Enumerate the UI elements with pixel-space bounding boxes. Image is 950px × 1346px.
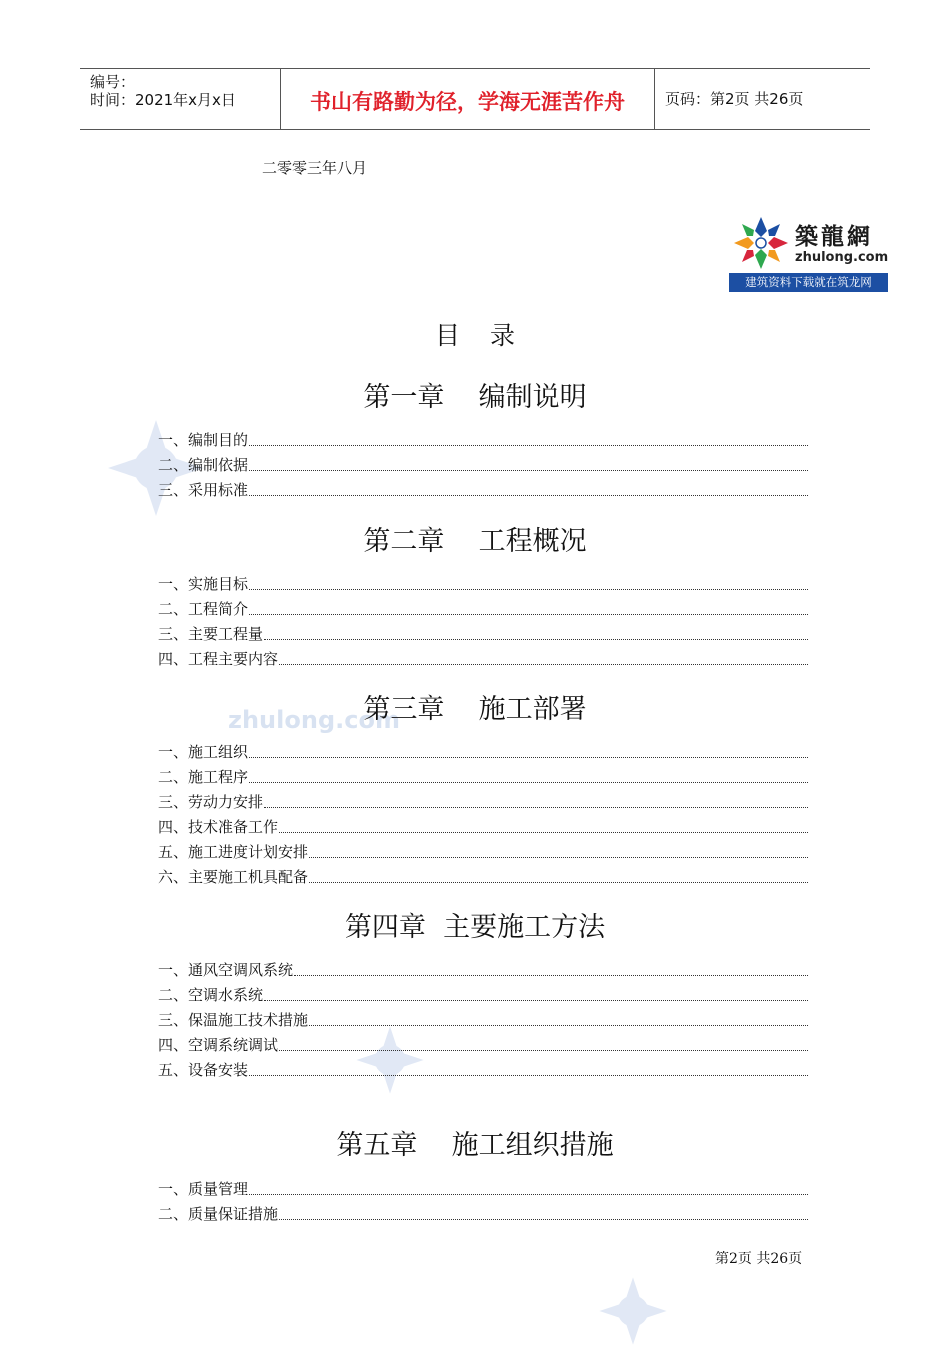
toc-entry[interactable]: 三、劳动力安排 (158, 790, 808, 812)
toc-entry[interactable]: 三、保温施工技术措施 (158, 1008, 808, 1030)
dot-leader (249, 470, 808, 471)
dot-leader (249, 1194, 808, 1195)
header-page-label: 页码：第2页 共26页 (665, 90, 804, 108)
chapter-5-title: 第五章 施工组织措施 (336, 1130, 614, 1161)
dot-leader (249, 782, 808, 783)
header-page-cell (655, 69, 870, 129)
toc-entry[interactable]: 四、工程主要内容 (158, 647, 808, 669)
toc-entry[interactable]: 一、编制目的 (158, 428, 808, 450)
logo-name: 築龍網 (795, 223, 873, 250)
toc-entry[interactable]: 一、实施目标 (158, 572, 808, 594)
toc-entry[interactable]: 六、主要施工机具配备 (158, 865, 808, 887)
watermark-flower-icon (598, 1276, 668, 1346)
dot-leader (249, 1075, 808, 1076)
toc-entry[interactable]: 二、空调水系统 (158, 983, 808, 1005)
dot-leader (264, 807, 808, 808)
chapter-2-title: 第二章 工程概况 (363, 526, 587, 557)
header-number-label: 编号： (90, 73, 136, 91)
toc-entry[interactable]: 二、施工程序 (158, 765, 808, 787)
toc-entry[interactable]: 一、施工组织 (158, 740, 808, 762)
toc-entry[interactable]: 一、通风空调风系统 (158, 958, 808, 980)
date-line: 二零零三年八月 (262, 159, 368, 177)
header-info-cell (80, 69, 281, 129)
dot-leader (249, 589, 808, 590)
chapter-3-title: 第三章 施工部署 (363, 694, 587, 725)
dot-leader (309, 1025, 808, 1026)
dot-leader (309, 857, 808, 858)
dot-leader (279, 1219, 808, 1220)
zhulong-logo (729, 212, 888, 292)
page-footer: 第2页 共26页 (715, 1251, 803, 1267)
toc-entry[interactable]: 四、空调系统调试 (158, 1033, 808, 1055)
toc-entry[interactable]: 二、质量保证措施 (158, 1202, 808, 1224)
dot-leader (249, 445, 808, 446)
logo-slogan: 建筑资料下载就在筑龙网 (729, 273, 888, 292)
logo-flower-icon (732, 215, 790, 271)
dot-leader (294, 975, 808, 976)
toc-entry[interactable]: 五、施工进度计划安排 (158, 840, 808, 862)
dot-leader (264, 639, 808, 640)
dot-leader (309, 882, 808, 883)
toc-title: 目录 (434, 321, 545, 350)
chapter-4-title: 第四章 主要施工方法 (344, 912, 606, 943)
dot-leader (249, 614, 808, 615)
watermark-text: zhulong.com (228, 706, 400, 734)
dot-leader (249, 757, 808, 758)
header-motto-cell (281, 69, 655, 129)
toc-entry[interactable]: 四、技术准备工作 (158, 815, 808, 837)
dot-leader (279, 832, 808, 833)
header-time-label: 时间：2021年x月x日 (90, 91, 236, 109)
toc-entry[interactable]: 三、主要工程量 (158, 622, 808, 644)
toc-entry[interactable]: 三、采用标准 (158, 478, 808, 500)
dot-leader (264, 1000, 808, 1001)
chapter-1-title: 第一章 编制说明 (363, 382, 587, 413)
logo-url: zhulong.com (795, 250, 889, 265)
toc-entry[interactable]: 二、编制依据 (158, 453, 808, 475)
dot-leader (279, 664, 808, 665)
dot-leader (249, 495, 808, 496)
toc-entry[interactable]: 一、质量管理 (158, 1177, 808, 1199)
toc-entry[interactable]: 二、工程简介 (158, 597, 808, 619)
header-motto: 书山有路勤为径，学海无涯苦作舟 (310, 90, 625, 114)
dot-leader (279, 1050, 808, 1051)
page-header (80, 68, 870, 130)
toc-entry[interactable]: 五、设备安装 (158, 1058, 808, 1080)
